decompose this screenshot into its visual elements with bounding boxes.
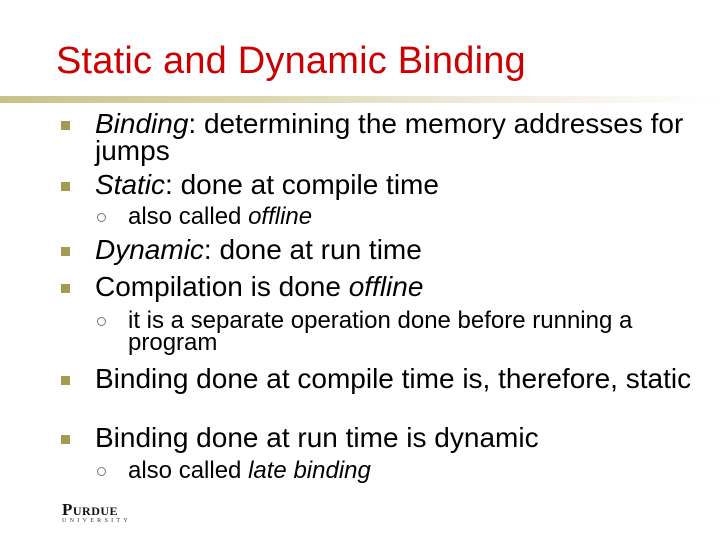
square-bullet-icon [61, 247, 70, 256]
bullet-body: : determining the memory addresses for jumps [95, 108, 684, 166]
bullet-text: Binding done at compile time is, therefore, static [95, 363, 692, 394]
sub-bullet-text [128, 203, 708, 230]
square-bullet-icon [61, 121, 70, 130]
bullet-body: Compilation is done [95, 271, 349, 302]
sub-bullet-text [128, 457, 708, 484]
square-bullet-icon [61, 284, 70, 293]
bullet-emphasis: offline [348, 271, 424, 302]
bullet-label: Static [95, 169, 166, 200]
sub-bullet-emphasis: late binding [248, 457, 371, 484]
sub-bullet-text: it is a separate operation done before running a program [128, 307, 633, 356]
bullet-text [95, 236, 695, 263]
bullet-label: Dynamic [95, 234, 204, 265]
title-divider [0, 96, 720, 103]
sub-bullet-body: also called [128, 203, 249, 230]
circle-bullet-icon [97, 317, 106, 326]
slide-title: Static and Dynamic Binding [56, 40, 526, 82]
circle-bullet-icon [97, 467, 106, 476]
sub-bullet-emphasis: offline [248, 203, 313, 230]
bullet-body: : done at run time [203, 234, 422, 265]
square-bullet-icon [61, 435, 70, 444]
sub-bullet-body: also called [128, 457, 249, 484]
bullet-body: : done at compile time [165, 169, 439, 200]
square-bullet-icon [61, 376, 70, 385]
bullet-text: Binding done at run time is dynamic [95, 422, 539, 453]
bullet-text [95, 110, 695, 164]
bullet-text [95, 273, 695, 300]
square-bullet-icon [61, 182, 70, 191]
purdue-logo [62, 500, 131, 524]
bullet-label: Binding [95, 108, 189, 139]
logo-subtitle: UNIVERSITY [62, 518, 131, 524]
logo-wordmark: Purdue [62, 500, 119, 519]
circle-bullet-icon [97, 213, 106, 222]
bullet-text [95, 171, 695, 198]
